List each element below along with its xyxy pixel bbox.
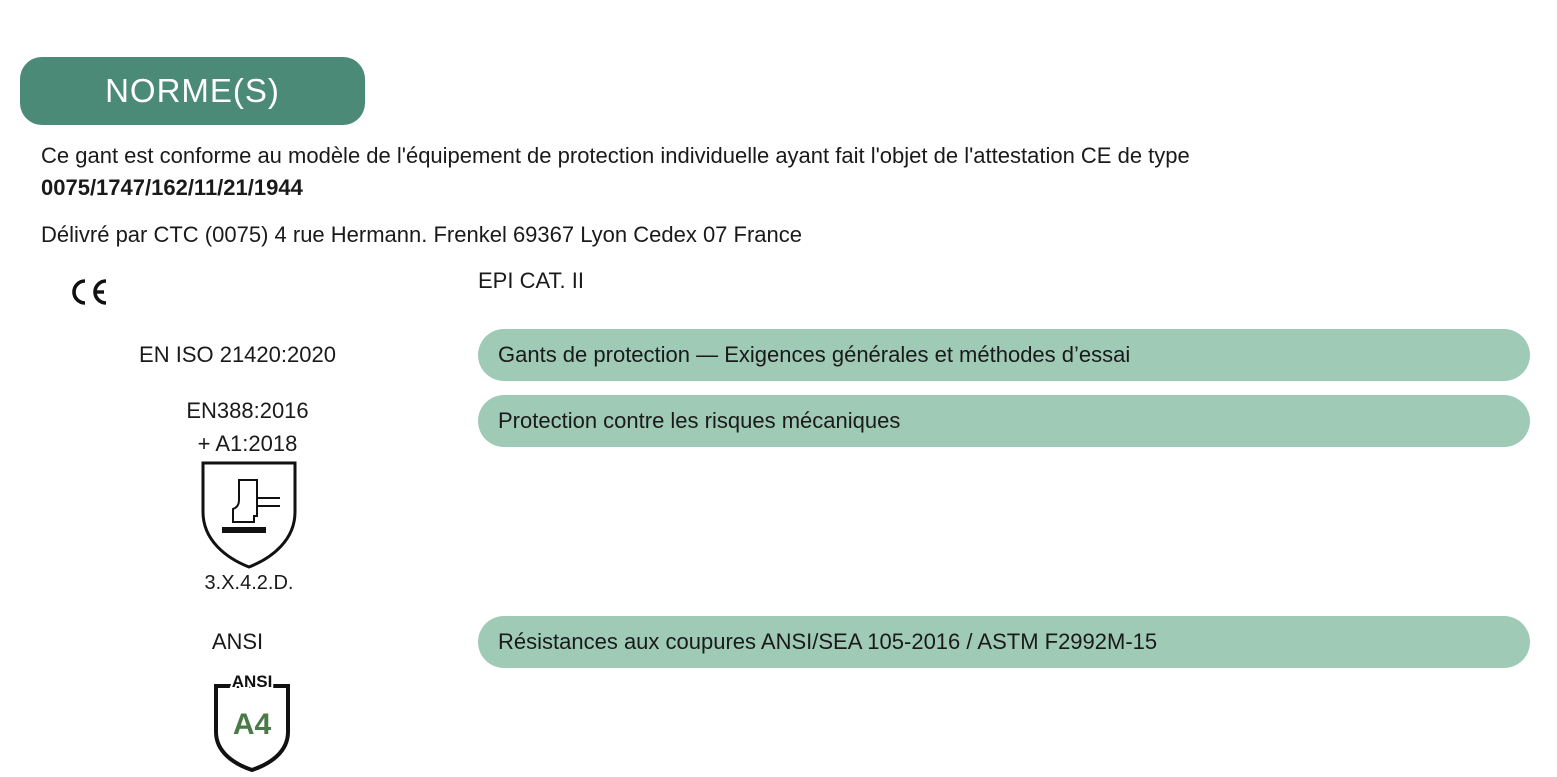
section-title (20, 57, 365, 125)
norm-description-text: Résistances aux coupures ANSI/SEA 105-2016 / ASTM F2992M-15 (498, 629, 1158, 654)
norm-description-text: Protection contre les risques mécaniques (498, 408, 901, 433)
ce-mark-icon (68, 276, 112, 313)
certificate-number: 0075/1747/162/11/21/1944 (41, 175, 303, 200)
ansi-cut-shield-icon (212, 670, 292, 777)
norm-description-en-iso-21420 (478, 329, 1530, 381)
ppe-category: EPI CAT. II (478, 268, 584, 293)
conformity-text: Ce gant est conforme au modèle de l'équipement de protection individuelle ayant fait l'objet de l'attestation CE de type (41, 143, 1190, 168)
norm-label-en-iso-21420: EN ISO 21420:2020 (139, 342, 336, 367)
section-title-text: NORME(S) (105, 72, 280, 109)
norm-label-ansi: ANSI (211, 629, 264, 654)
mechanical-risk-shield-icon (200, 460, 298, 575)
issuer-statement: Délivré par CTC (0075) 4 rue Hermann. Frenkel 69367 Lyon Cedex 07 France (41, 222, 802, 247)
norm-label-line1: EN388:2016 (186, 398, 309, 423)
norm-description-ansi (478, 616, 1530, 668)
ansi-badge-title: ANSI (231, 672, 273, 691)
ansi-badge-level: A4 (232, 708, 272, 741)
norm-description-text: Gants de protection — Exigences générales et méthodes d’essai (498, 342, 1131, 367)
conformity-statement (41, 140, 1521, 204)
en388-performance-rating: 3.X.4.2.D. (204, 572, 294, 594)
norm-description-en388 (478, 395, 1530, 447)
norm-label-line2: + A1:2018 (197, 431, 298, 456)
norm-label-en388 (110, 394, 385, 460)
